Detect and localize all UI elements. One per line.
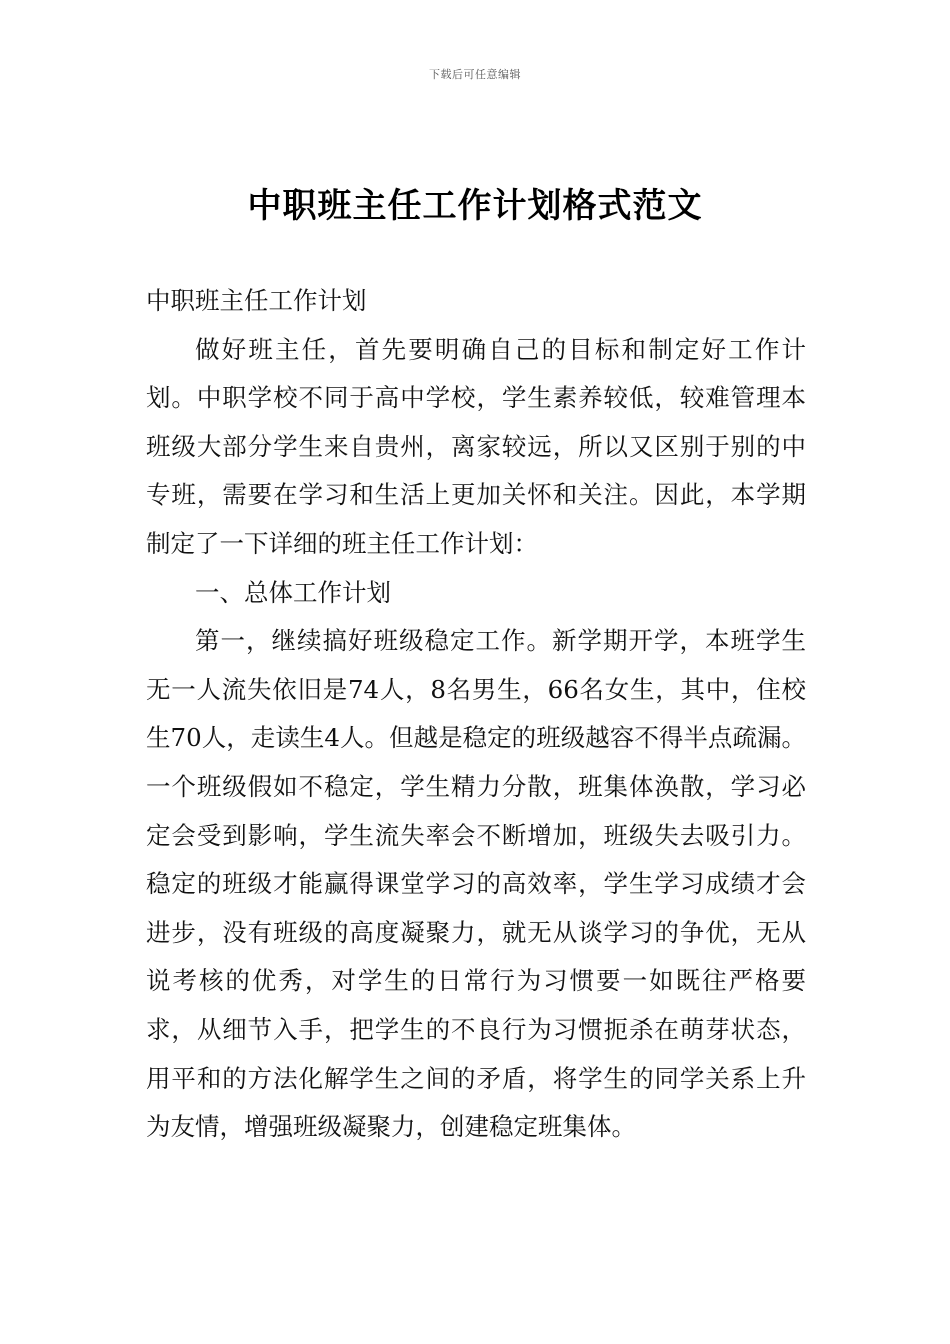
body-paragraph: 第一，继续搞好班级稳定工作。新学期开学，本班学生无一人流失依旧是74人，8名男生，66名女生，其中，住校生70人，走读生4人。但越是稳定的班级越容不得半点疏漏。一个班级假如不稳定，学生精力分散，班集体涣散，学习必定会受到影响，学生流失率会不断增加，班级失去吸引力。稳定的班级才能赢得课堂学习的高效率，学生学习成绩才会进步，没有班级的高度凝聚力，就无从谈学习的争优，无从说考核的优秀，对学生的日常行为习惯要一如既往严格要求，从细节入手，把学生的不良行为习惯扼杀在萌芽状态，用平和的方法化解学生之间的矛盾，将学生的同学关系上升为友情，增强班级凝聚力，创建稳定班集体。 bbox=[146, 626, 806, 1142]
section-heading: 一、总体工作计划 bbox=[195, 577, 391, 607]
document-body bbox=[146, 277, 806, 1152]
body-paragraph: 做好班主任，首先要明确自己的目标和制定好工作计划。中职学校不同于高中学校，学生素养较低，较难管理本班级大部分学生来自贵州，离家较远，所以又区别于别的中专班，需要在学习和生活上更加关怀和关注。因此，本学期制定了一下详细的班主任工作计划： bbox=[146, 334, 806, 558]
document-title: 中职班主任工作计划格式范文 bbox=[247, 186, 703, 226]
header-note: 下载后可任意编辑 bbox=[429, 68, 521, 81]
document-subtitle: 中职班主任工作计划 bbox=[146, 286, 367, 315]
